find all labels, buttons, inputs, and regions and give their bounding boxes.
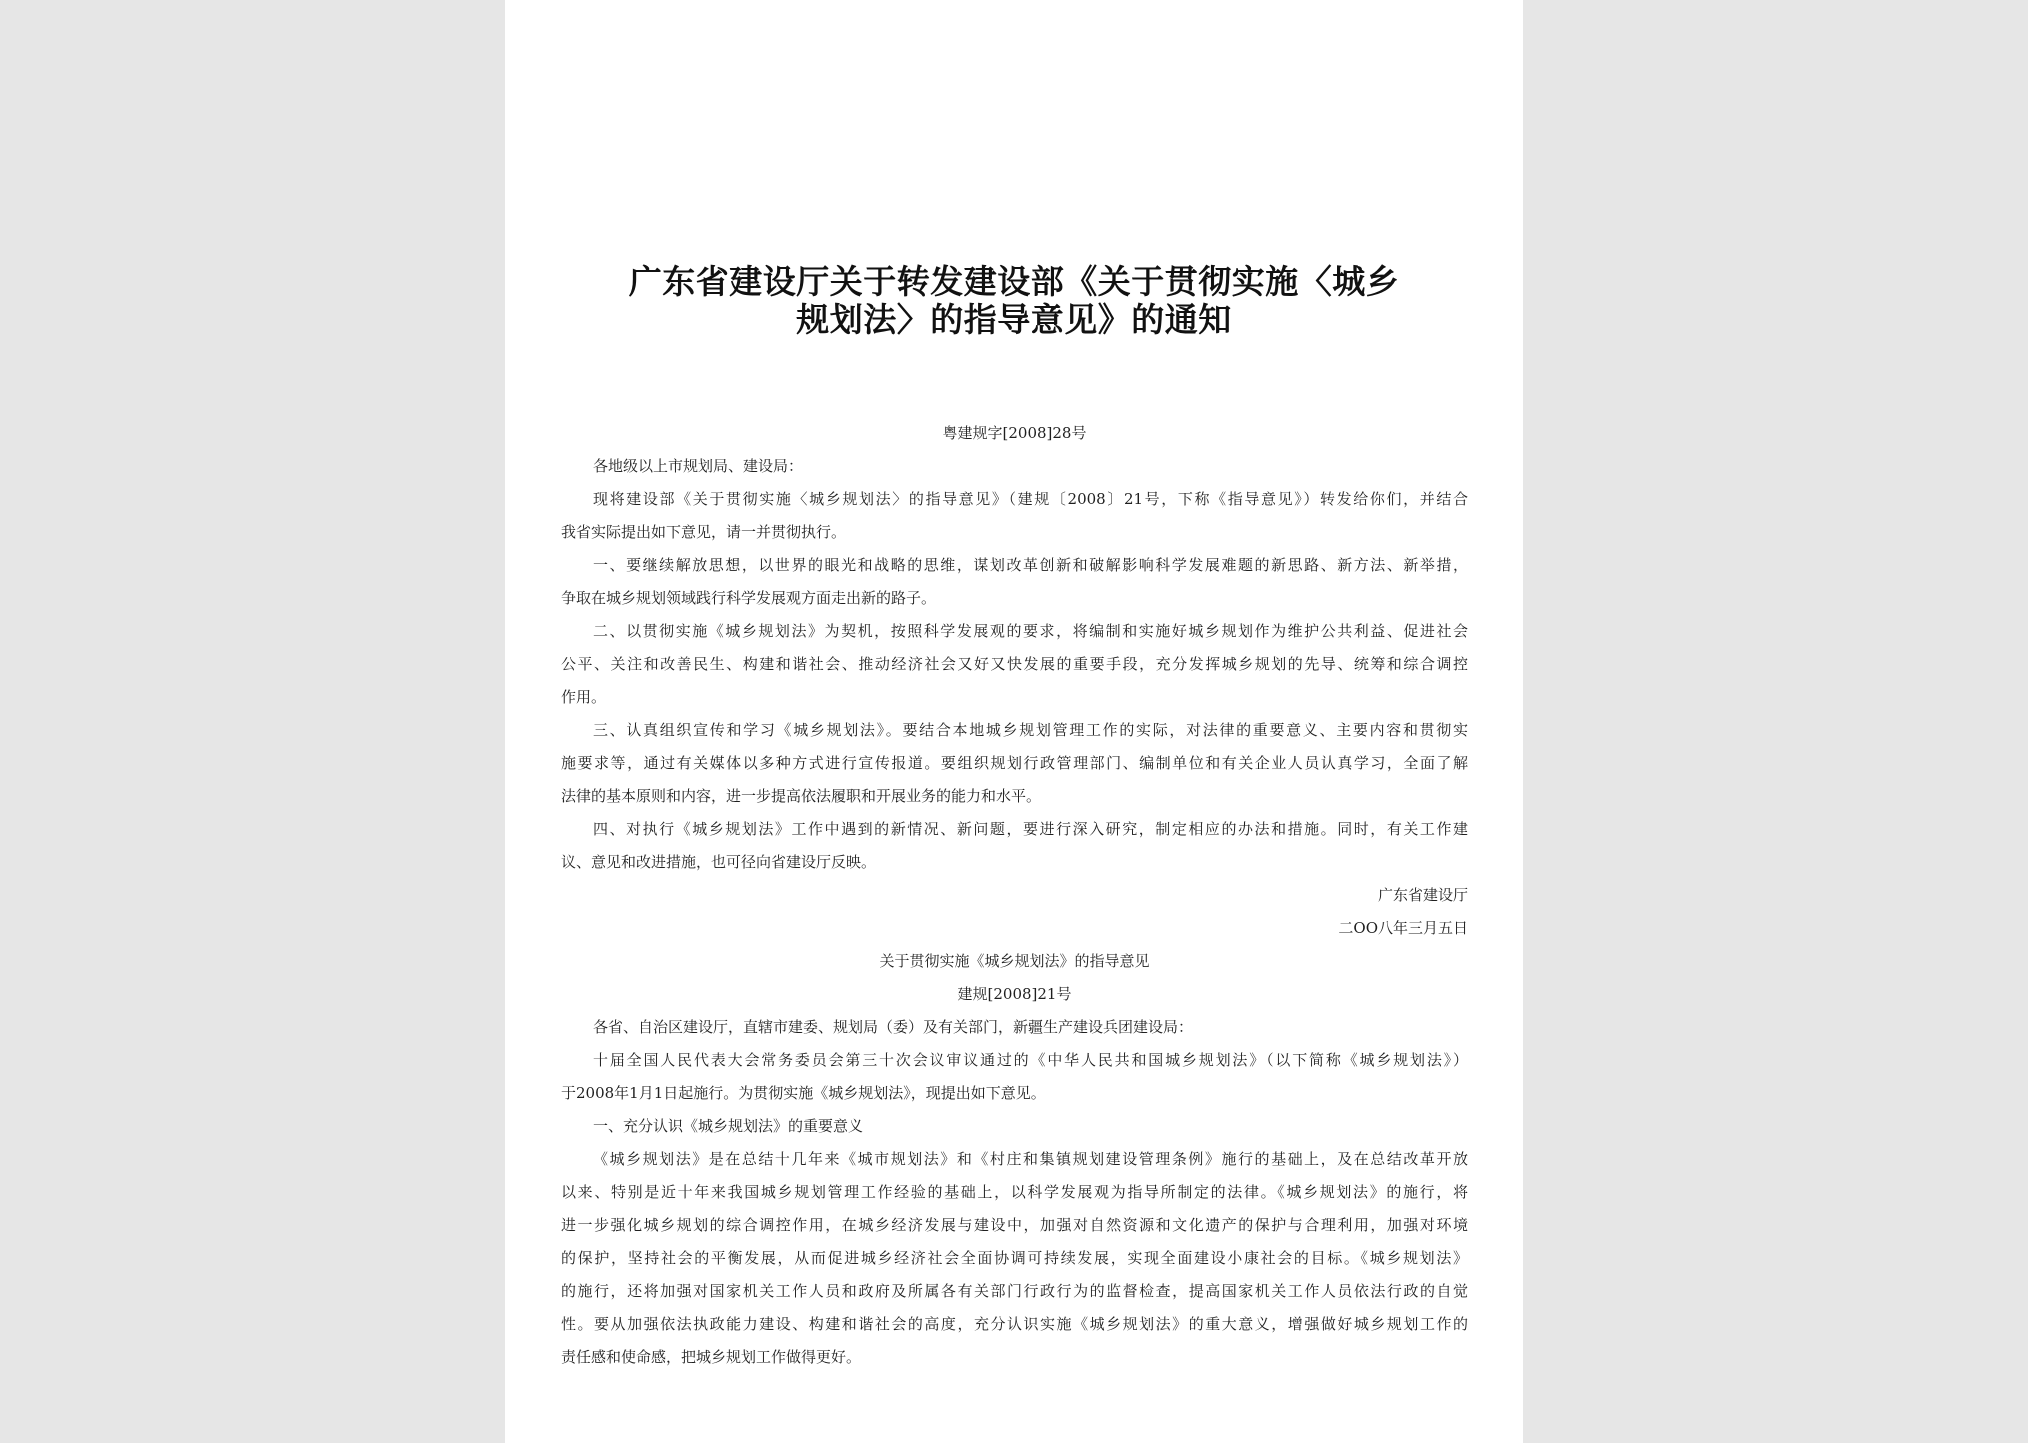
paragraph-line: 以来、特别是近十年来我国城乡规划管理工作经验的基础上，以科学发展观为指导所制定的法律。《城乡规划法》的施行，将: [561, 1183, 1468, 1201]
paragraph-line: 《城乡规划法》是在总结十几年来《城市规划法》和《村庄和集镇规划建设管理条例》施行的基础上，及在总结改革开放: [593, 1150, 1468, 1168]
paragraph-line: 现将建设部《关于贯彻实施〈城乡规划法〉的指导意见》（建规〔2008〕21号，下称《指导意见》）转发给你们，并结合: [593, 490, 1468, 508]
paragraph-line: 施要求等，通过有关媒体以多种方式进行宣传报道。要组织规划行政管理部门、编制单位和有关企业人员认真学习，全面了解: [561, 754, 1468, 772]
paragraph-line: 公平、关注和改善民生、构建和谐社会、推动经济社会又好又快发展的重要手段，充分发挥城乡规划的先导、统筹和综合调控: [561, 655, 1468, 673]
attached-document-title: 关于贯彻实施《城乡规划法》的指导意见: [879, 952, 1150, 970]
paragraph-line: 三、认真组织宣传和学习《城乡规划法》。要结合本地城乡规划管理工作的实际，对法律的重要意义、主要内容和贯彻实: [593, 721, 1468, 739]
document-title-line-2: 规划法〉的指导意见》的通知: [796, 300, 1232, 339]
paragraph-line: 法律的基本原则和内容，进一步提高依法履职和开展业务的能力和水平。: [561, 787, 1042, 805]
document-number: 粤建规字[2008]28号: [942, 424, 1087, 442]
paragraph-line: 的施行，还将加强对国家机关工作人员和政府及所属各有关部门行政行为的监督检查，提高国家机关工作人员依法行政的自觉: [561, 1282, 1468, 1300]
paragraph-line: 作用。: [561, 688, 607, 706]
attached-document-number: 建规[2008]21号: [957, 985, 1072, 1003]
paragraph-line: 进一步强化城乡规划的综合调控作用，在城乡经济发展与建设中，加强对自然资源和文化遗产的保护与合理利用，加强对环境: [561, 1216, 1468, 1234]
paragraph-line: 责任感和使命感，把城乡规划工作做得更好。: [561, 1348, 862, 1366]
paragraph-line: 于2008年1月1日起施行。为贯彻实施《城乡规划法》，现提出如下意见。: [561, 1084, 1046, 1102]
paragraph-line: 的保护，坚持社会的平衡发展，从而促进城乡经济社会全面协调可持续发展，实现全面建设小康社会的目标。《城乡规划法》: [561, 1249, 1468, 1267]
section-heading: 一、充分认识《城乡规划法》的重要意义: [593, 1117, 864, 1135]
signature-date: 二OO八年三月五日: [1338, 919, 1468, 937]
paragraph-line: 一、要继续解放思想，以世界的眼光和战略的思维，谋划改革创新和破解影响科学发展难题的新思路、新方法、新举措，: [593, 556, 1468, 574]
paragraph-line: 我省实际提出如下意见，请一并贯彻执行。: [561, 523, 847, 541]
signature-organization: 广东省建设厅: [1377, 886, 1468, 904]
salutation: 各地级以上市规划局、建设局：: [593, 457, 804, 475]
paragraph-line: 二、以贯彻实施《城乡规划法》为契机，按照科学发展观的要求，将编制和实施好城乡规划作为维护公共利益、促进社会: [593, 622, 1468, 640]
document-title-line-1: 广东省建设厅关于转发建设部《关于贯彻实施〈城乡: [628, 262, 1400, 301]
paragraph-line: 性。要从加强依法执政能力建设、构建和谐社会的高度，充分认识实施《城乡规划法》的重大意义，增强做好城乡规划工作的: [561, 1315, 1468, 1333]
paragraph-line: 四、对执行《城乡规划法》工作中遇到的新情况、新问题，要进行深入研究，制定相应的办法和措施。同时，有关工作建: [593, 820, 1468, 838]
paragraph-line: 议、意见和改进措施，也可径向省建设厅反映。: [561, 853, 877, 871]
paragraph-line: 十届全国人民代表大会常务委员会第三十次会议审议通过的《中华人民共和国城乡规划法》（以下简称《城乡规划法》）: [593, 1051, 1468, 1069]
attached-salutation: 各省、自治区建设厅，直辖市建委、规划局（委）及有关部门，新疆生产建设兵团建设局：: [593, 1018, 1194, 1036]
paragraph-line: 争取在城乡规划领域践行科学发展观方面走出新的路子。: [561, 589, 937, 607]
document-page: [505, 0, 1523, 1443]
